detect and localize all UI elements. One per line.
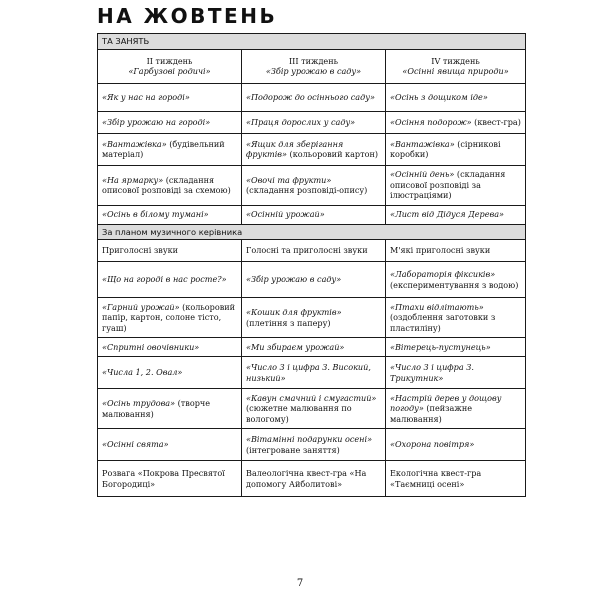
activity-cell xyxy=(98,240,242,262)
activity-row xyxy=(98,240,526,262)
activity-row xyxy=(98,429,526,461)
activity-title: «Осінній урожай» xyxy=(246,209,325,220)
week-title: ІІІ тиждень xyxy=(288,55,339,66)
activity-row xyxy=(98,165,526,205)
activity-cell xyxy=(242,357,386,389)
activity-title: «Охорона повітря» xyxy=(390,439,475,450)
activity-title: «Числа 1, 2. Овал» xyxy=(102,367,183,378)
activity-cell xyxy=(98,133,242,165)
activity-row xyxy=(98,133,526,165)
page-title: НА ЖОВТЕНЬ xyxy=(97,4,278,28)
activity-row xyxy=(98,262,526,298)
activity-title: «Збір урожаю на городі» xyxy=(102,116,211,127)
section-header-row xyxy=(98,224,526,240)
activity-cell xyxy=(242,298,386,338)
week-header-row xyxy=(98,49,526,83)
activity-title: «Осіння подорож» xyxy=(390,116,472,127)
activity-cell xyxy=(386,240,526,262)
week-header-cell xyxy=(386,49,526,83)
activity-cell xyxy=(98,357,242,389)
activity-title: «Що на городі в нас росте?» xyxy=(102,274,227,285)
activity-note: (плетіння з паперу) xyxy=(246,317,331,328)
week-title: ІІ тиждень xyxy=(146,55,193,66)
activity-row xyxy=(98,111,526,133)
activity-note: (складання описової розповіді за ілюстраціями) xyxy=(390,169,506,201)
activity-cell xyxy=(242,262,386,298)
activity-title: «Лабораторія фіксиків» xyxy=(390,269,496,279)
activity-title: «Збір урожаю в саду» xyxy=(246,274,342,285)
activity-title: «Число 3 і цифра 3. Високий, низький» xyxy=(246,362,371,383)
activity-cell xyxy=(98,165,242,205)
activity-cell xyxy=(98,205,242,224)
activity-cell xyxy=(98,298,242,338)
activity-title: «Вітерець-пустунець» xyxy=(390,341,491,352)
activity-cell xyxy=(242,111,386,133)
section-label: ТА ЗАНЯТЬ xyxy=(98,34,526,50)
activity-cell xyxy=(242,338,386,357)
activity-note: (експериментування з водою) xyxy=(390,279,519,290)
activity-note: (кольоровий картон) xyxy=(286,149,379,159)
activity-note: (сюжетне малювання по вологому) xyxy=(246,403,352,424)
activity-title: «Птахи відлітають» xyxy=(390,301,484,312)
activity-cell xyxy=(242,240,386,262)
section-label: За планом музичного керівника xyxy=(98,224,526,240)
activity-title: «Кавун смачний і смугастий» xyxy=(246,392,377,403)
activity-title: «На ярмарку» xyxy=(102,174,164,185)
activity-note: (пейзажне малювання) xyxy=(390,403,473,424)
activity-note: Екологічна квест-гра «Таємниці осені» xyxy=(390,468,482,489)
activity-row xyxy=(98,461,526,497)
activity-cell xyxy=(98,262,242,298)
activity-title: «Настрій дерев у дощову погоду» xyxy=(390,392,502,414)
activity-cell xyxy=(98,83,242,111)
activity-row xyxy=(98,205,526,224)
activity-title: «Праця дорослих у саду» xyxy=(246,116,356,127)
activity-cell xyxy=(386,111,526,133)
week-title: IV тиждень xyxy=(431,55,480,66)
activity-cell xyxy=(98,111,242,133)
activity-note: (кольоровий папір, картон, солоне тісто, гуаш) xyxy=(102,301,236,333)
activity-cell xyxy=(98,461,242,497)
activity-note: (оздоблення заготовки з пластиліну) xyxy=(390,312,496,333)
activity-cell xyxy=(386,165,526,205)
week-theme: «Осінні явища природи» xyxy=(402,66,509,76)
week-header-cell xyxy=(98,49,242,83)
activity-title: «Вітамінні подарунки осені» xyxy=(246,434,373,444)
activity-title: «Осінній день» xyxy=(390,169,455,180)
activity-note: (будівельний матеріал) xyxy=(102,138,225,159)
page-number: 7 xyxy=(296,578,304,589)
activity-title: «Число 3 і цифра 3. Трикутник» xyxy=(390,362,474,383)
activity-cell xyxy=(98,429,242,461)
activity-title: «Спритні овочівники» xyxy=(102,341,200,352)
activity-title: «Подорож до осіннього саду» xyxy=(246,91,375,102)
activity-cell xyxy=(242,205,386,224)
activity-title: «Кошик для фруктів» xyxy=(246,307,342,317)
activity-cell xyxy=(386,262,526,298)
activity-note: (складання описової розповіді за схемою) xyxy=(102,174,231,195)
section-header-row xyxy=(98,34,526,50)
activity-title: «Вантажівка» xyxy=(102,138,167,149)
activity-note: Валеологічна квест-гра «На допомогу Айболитові» xyxy=(246,468,367,489)
week-theme: «Збір урожаю в саду» xyxy=(265,66,362,76)
weekly-plan-table xyxy=(97,33,526,497)
activity-note: Голосні та приголосні звуки xyxy=(246,245,368,256)
activity-cell xyxy=(386,357,526,389)
activity-cell xyxy=(98,338,242,357)
activity-note: (творче малювання) xyxy=(102,398,211,419)
activity-cell xyxy=(242,83,386,111)
activity-cell xyxy=(386,389,526,429)
activity-note: (квест-гра) xyxy=(471,116,521,127)
activity-cell xyxy=(386,429,526,461)
activity-note: (складання розповіді-опису) xyxy=(246,185,368,195)
activity-cell xyxy=(386,205,526,224)
activity-title: «Осінні свята» xyxy=(102,439,169,450)
activity-title: «Як у нас на городі» xyxy=(102,91,190,102)
activity-title: «Овочі та фрукти» xyxy=(246,174,332,185)
activity-note: М'які приголосні звуки xyxy=(390,245,491,256)
activity-title: «Вантажівка» xyxy=(390,138,455,149)
activity-row xyxy=(98,389,526,429)
activity-title: «Осінь трудова» xyxy=(102,398,176,408)
activity-row xyxy=(98,338,526,357)
activity-note: (сірникові коробки) xyxy=(390,138,501,159)
activity-cell xyxy=(242,461,386,497)
activity-note: Приголосні звуки xyxy=(102,245,179,256)
activity-cell xyxy=(242,133,386,165)
activity-note: Розвага «Покрова Пресвятої Богородиці» xyxy=(102,468,225,489)
activity-cell xyxy=(386,83,526,111)
week-theme: «Гарбузові родичі» xyxy=(128,66,211,76)
activity-cell xyxy=(242,429,386,461)
activity-title: «Лист від Дідуся Дерева» xyxy=(390,209,504,220)
activity-title: «Осінь в білому тумані» xyxy=(102,209,209,220)
week-header-cell xyxy=(242,49,386,83)
activity-cell xyxy=(242,165,386,205)
activity-cell xyxy=(242,389,386,429)
activity-cell xyxy=(386,338,526,357)
activity-title: «Гарний урожай» xyxy=(102,301,180,312)
activity-title: «Осінь з дощиком іде» xyxy=(390,91,488,102)
activity-title: «Ящик для зберігання фруктів» xyxy=(246,138,344,159)
activity-cell xyxy=(98,389,242,429)
activity-note: (інтегроване заняття) xyxy=(246,444,340,455)
activity-cell xyxy=(386,133,526,165)
activity-cell xyxy=(386,298,526,338)
activity-row xyxy=(98,357,526,389)
activity-row xyxy=(98,298,526,338)
activity-title: «Ми збираєм урожай» xyxy=(246,341,345,352)
activity-cell xyxy=(386,461,526,497)
activity-row xyxy=(98,83,526,111)
